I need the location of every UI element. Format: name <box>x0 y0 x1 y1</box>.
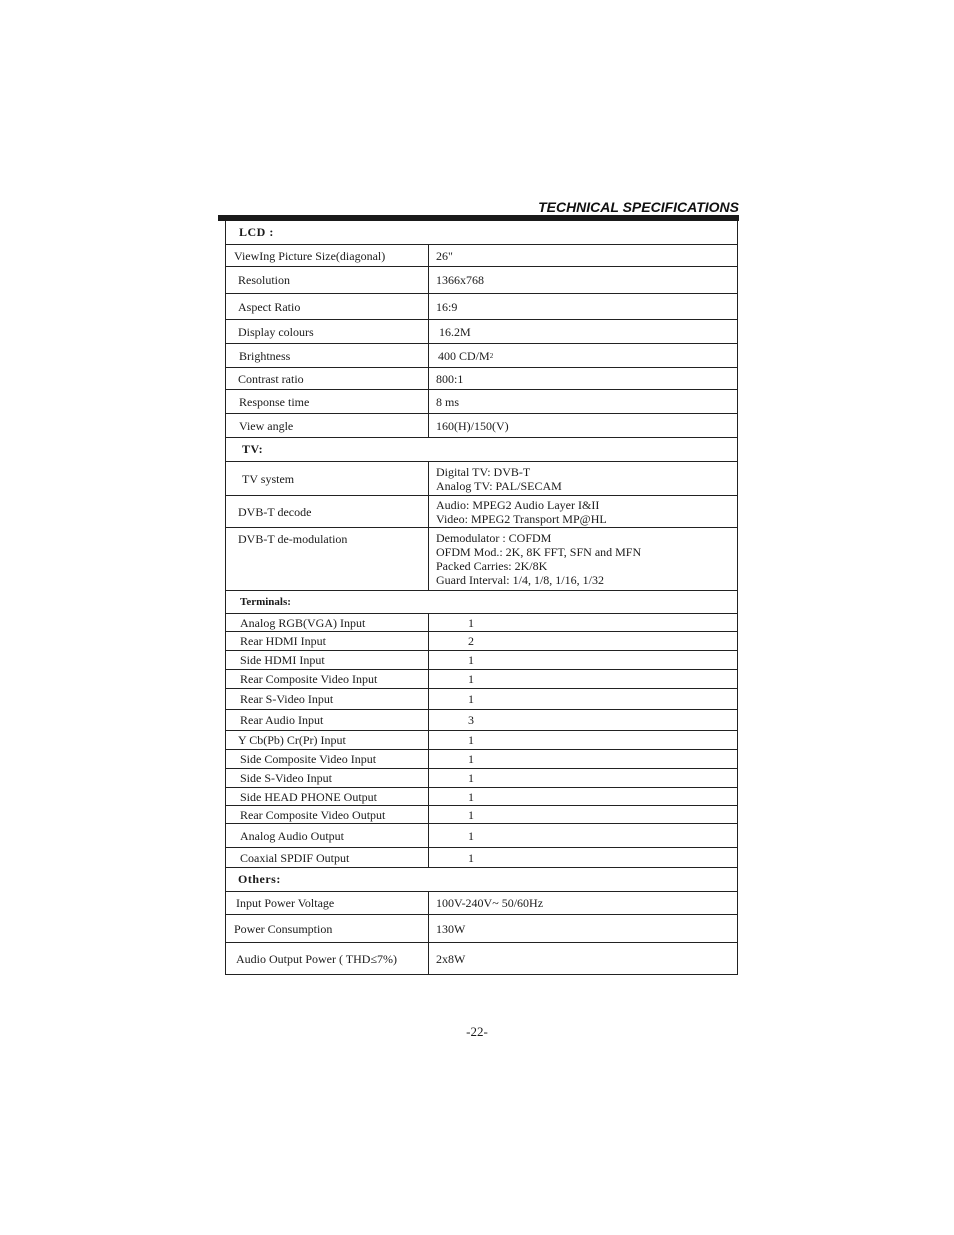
spec-row <box>226 769 737 788</box>
spec-value: 400 CD/M 2 <box>438 348 494 363</box>
spec-value: 100V-240V~ 50/60Hz <box>436 896 544 910</box>
spec-value: 130W <box>436 921 466 936</box>
spec-label: Display colours <box>226 320 429 343</box>
spec-row <box>226 344 737 368</box>
spec-row <box>226 651 737 670</box>
spec-label: DVB-T de-modulation <box>226 528 429 590</box>
section-heading-lcd <box>226 221 737 245</box>
spec-value: 1 <box>468 752 474 766</box>
spec-row <box>226 390 737 414</box>
spec-label: TV system <box>226 462 429 495</box>
spec-label: Response time <box>226 390 429 413</box>
spec-row <box>226 496 737 528</box>
spec-label: Rear HDMI Input <box>226 632 429 650</box>
spec-value: 1 <box>468 771 474 785</box>
spec-label: Rear Composite Video Input <box>226 670 429 688</box>
spec-row <box>226 462 737 496</box>
spec-label: Side HEAD PHONE Output <box>226 788 429 805</box>
section-heading-others <box>226 868 737 892</box>
spec-value: 1 <box>468 672 474 686</box>
section-heading-label: Terminals: <box>240 596 291 608</box>
spec-value-line: Digital TV: DVB-T <box>436 464 531 479</box>
spec-row <box>226 368 737 390</box>
spec-value: 1 <box>468 653 474 667</box>
spec-value: 1 <box>468 733 474 747</box>
spec-value: 1 <box>468 615 474 630</box>
spec-value-line: Audio: MPEG2 Audio Layer I&II <box>436 497 600 512</box>
section-heading-label: TV: <box>242 442 264 456</box>
spec-label: Aspect Ratio <box>226 294 429 319</box>
spec-row <box>226 824 737 848</box>
spec-row <box>226 689 737 710</box>
spec-row <box>226 294 737 320</box>
spec-label: DVB-T decode <box>226 496 429 527</box>
spec-value <box>430 528 737 590</box>
spec-value <box>430 462 737 495</box>
spec-value-line: Packed Carries: 2K/8K <box>436 559 548 573</box>
spec-row <box>226 943 737 974</box>
spec-label: Side Composite Video Input <box>226 750 429 768</box>
spec-label: Side S-Video Input <box>226 769 429 787</box>
spec-value: 1 <box>468 850 474 865</box>
section-heading-tv <box>226 438 737 462</box>
spec-value: 3 <box>468 713 474 727</box>
spec-value: 1 <box>468 692 474 706</box>
spec-value <box>430 496 737 527</box>
spec-label: Brightness <box>226 344 429 367</box>
spec-value-line: Demodulator : COFDM <box>436 531 552 545</box>
spec-value: 2 <box>468 634 474 648</box>
spec-value-line: Video: MPEG2 Transport MP@HL <box>436 511 607 526</box>
spec-label: Analog RGB(VGA) Input <box>226 614 429 631</box>
spec-label: Side HDMI Input <box>226 651 429 669</box>
spec-row <box>226 710 737 731</box>
brightness-value: 400 CD/M <box>438 348 490 363</box>
spec-label: Resolution <box>226 267 429 293</box>
spec-label: Rear Audio Input <box>226 710 429 730</box>
spec-table <box>225 221 738 975</box>
section-heading-label: Others: <box>238 872 281 886</box>
spec-value: 1 <box>468 789 474 804</box>
spec-label: Rear S-Video Input <box>226 689 429 709</box>
spec-row <box>226 892 737 915</box>
page-number: -22- <box>466 1024 488 1039</box>
spec-row <box>226 915 737 943</box>
spec-row <box>226 806 737 824</box>
spec-row <box>226 750 737 769</box>
spec-row <box>226 670 737 689</box>
spec-row <box>226 528 737 591</box>
spec-label: Contrast ratio <box>226 368 429 389</box>
spec-label: Y Cb(Pb) Cr(Pr) Input <box>226 731 429 749</box>
spec-row <box>226 320 737 344</box>
spec-row <box>226 731 737 750</box>
spec-label: ViewIng Picture Size(diagonal) <box>226 245 429 266</box>
section-heading-terminals <box>226 591 737 614</box>
spec-label: View angle <box>226 414 429 437</box>
spec-value: 800:1 <box>436 371 464 386</box>
page-title: TECHNICAL SPECIFICATIONS <box>538 199 739 215</box>
spec-label: Audio Output Power ( THD≤7%) <box>226 943 429 974</box>
spec-value: 1 <box>468 828 474 843</box>
spec-row <box>226 414 737 438</box>
spec-value: 16:9 <box>436 299 458 314</box>
spec-value: 1366x768 <box>436 273 484 287</box>
spec-label: Input Power Voltage <box>226 892 429 914</box>
spec-value-line: Analog TV: PAL/SECAM <box>436 478 562 493</box>
spec-label: Analog Audio Output <box>226 824 429 847</box>
spec-row <box>226 632 737 651</box>
spec-label: Power Consumption <box>226 915 429 942</box>
spec-value: 26" <box>436 248 453 263</box>
spec-row <box>226 848 737 868</box>
spec-value: 2x8W <box>436 951 466 966</box>
spec-label: Coaxial SPDIF Output <box>226 848 429 867</box>
spec-value: 1 <box>468 807 474 822</box>
section-heading-label: LCD : <box>239 225 274 239</box>
spec-value: 160(H)/150(V) <box>436 418 509 433</box>
spec-value: 8 ms <box>436 394 460 409</box>
spec-row <box>226 788 737 806</box>
spec-value-line: Guard Interval: 1/4, 1/8, 1/16, 1/32 <box>436 573 604 587</box>
spec-row <box>226 267 737 294</box>
spec-value-line: OFDM Mod.: 2K, 8K FFT, SFN and MFN <box>436 545 642 559</box>
spec-value: 16.2M <box>439 324 471 339</box>
spec-label: Rear Composite Video Output <box>226 806 429 823</box>
spec-row <box>226 614 737 632</box>
spec-row <box>226 245 737 267</box>
